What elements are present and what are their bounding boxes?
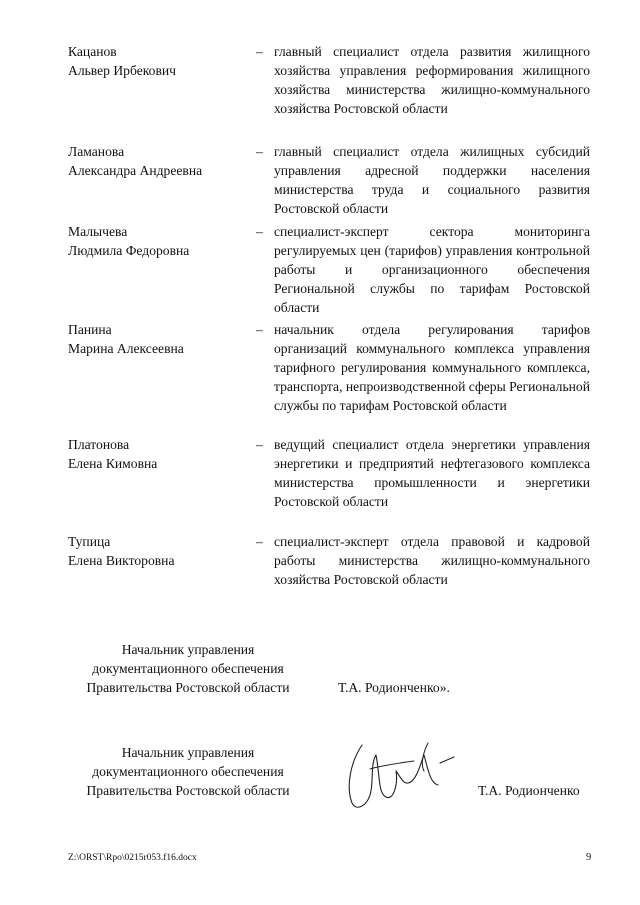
person-name bbox=[68, 435, 248, 473]
given-names: Альвер Ирбекович bbox=[68, 63, 176, 78]
title-line: документационного обеспечения bbox=[92, 764, 284, 779]
person-name bbox=[68, 142, 248, 180]
signatory-name: Т.А. Родионченко bbox=[478, 783, 580, 798]
given-names: Марина Алексеевна bbox=[68, 341, 184, 356]
signature-stroke bbox=[370, 761, 414, 769]
position-description: ведущий специалист отдела энергетики управления энергетики и предприятий нефтегазового комплекса министерства промышленности и энергетики Ростовской области bbox=[274, 437, 590, 509]
given-names: Елена Викторовна bbox=[68, 553, 175, 568]
dash: – bbox=[256, 44, 263, 59]
surname: Платонова bbox=[68, 437, 130, 452]
title-line: Начальник управления bbox=[121, 642, 255, 657]
surname: Малычева bbox=[68, 224, 128, 239]
signatory-name: Т.А. Родионченко». bbox=[338, 680, 450, 695]
file-path: Z:\ORST\Rpo\0215r053.f16.docx bbox=[68, 853, 197, 863]
position-description: начальник отдела регулирования тарифов организаций коммунального комплекса управления тарифного регулирования коммунального комплекса, транспорта, непроизводственной сферы Региональной службы по тарифам Ростовской области bbox=[274, 322, 590, 413]
position-description: главный специалист отдела развития жилищного хозяйства управления реформирования жилищного хозяйства министерства жилищно-коммунального хозяйства Ростовской области bbox=[274, 44, 590, 116]
page-number: 9 bbox=[586, 852, 592, 863]
person-name bbox=[68, 222, 248, 260]
signatory-title bbox=[68, 640, 308, 697]
given-names: Людмила Федоровна bbox=[68, 243, 190, 258]
dash: – bbox=[256, 322, 263, 337]
given-names: Елена Кимовна bbox=[68, 456, 158, 471]
position-description: главный специалист отдела жилищных субсидий управления адресной поддержки населения министерства труда и социального развития Ростовской области bbox=[274, 144, 590, 216]
position-description: специалист-эксперт отдела правовой и кадровой работы министерства жилищно-коммунального хозяйства Ростовской области bbox=[274, 534, 590, 587]
dash: – bbox=[256, 437, 263, 452]
title-line: документационного обеспечения bbox=[92, 661, 284, 676]
given-names: Александра Андреевна bbox=[68, 163, 203, 178]
surname: Тупица bbox=[68, 534, 111, 549]
signature-stroke bbox=[349, 745, 438, 807]
handwritten-signature bbox=[340, 735, 460, 815]
surname: Ламанова bbox=[68, 144, 125, 159]
dash: – bbox=[256, 534, 263, 549]
title-line: Правительства Ростовской области bbox=[86, 783, 290, 798]
surname: Кацанов bbox=[68, 44, 117, 59]
title-line: Правительства Ростовской области bbox=[86, 680, 290, 695]
dash: – bbox=[256, 224, 263, 239]
title-line: Начальник управления bbox=[121, 745, 255, 760]
signatory-title bbox=[68, 743, 308, 800]
signature-stroke bbox=[440, 757, 454, 763]
person-name bbox=[68, 42, 248, 80]
position-description: специалист-эксперт сектора мониторинга регулируемых цен (тарифов) управления контрольной работы и организационного обеспечения Региональной службы по тарифам Ростовской области bbox=[274, 224, 590, 315]
surname: Панина bbox=[68, 322, 112, 337]
person-name bbox=[68, 320, 248, 358]
dash: – bbox=[256, 144, 263, 159]
person-name bbox=[68, 532, 248, 570]
